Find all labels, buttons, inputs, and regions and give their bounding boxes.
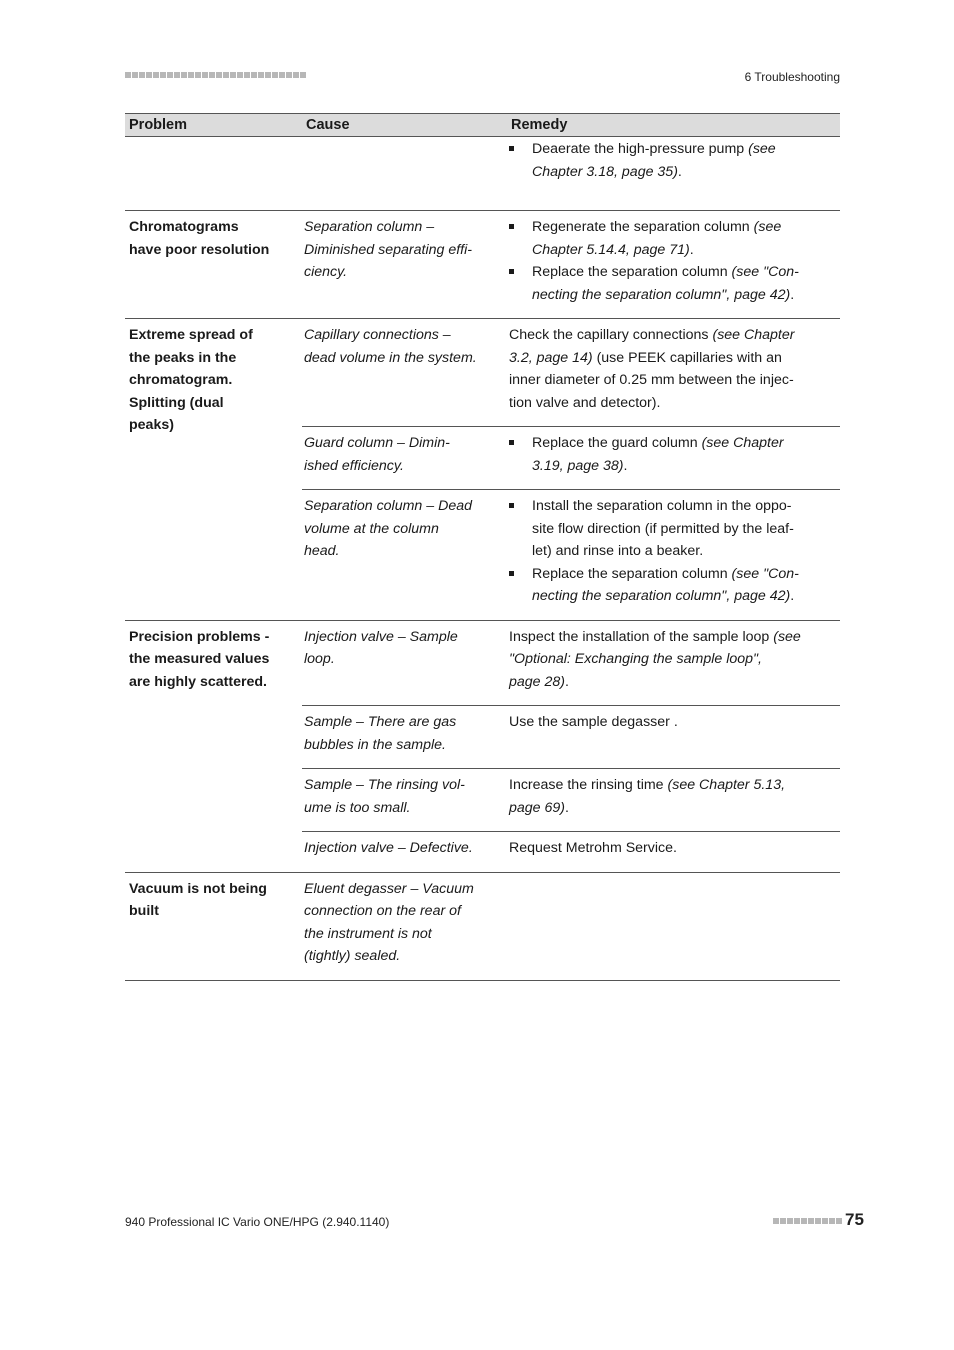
problem-cell: Vacuum is not being built [125,872,302,980]
decorative-dot [146,72,152,78]
decorative-dot [160,72,166,78]
remedy-text [509,837,832,860]
remedy-fragment: Inspect the installation of the sample loop [509,628,774,645]
remedy-fragment: (use PEEK capillaries with an inner diameter of 0.25 mm between the injec- tion valve and detector). [509,349,794,411]
cause-cell: Sample – The rinsing vol- ume is too small. [302,769,507,832]
decorative-dot [808,1218,814,1224]
remedy-fragment: Install the separation column in the oppo- site flow direction (if permitted by the leaf- let) and rinse into a beaker. [532,498,794,559]
cross-reference: (see "Con- necting the separation column", page 42) [532,264,799,303]
remedy-bullet-item [509,495,832,563]
cross-reference: (see Chapter 5.14.4, page 71) [532,219,782,258]
decorative-dot [174,72,180,78]
remedy-fragment: Replace the separation column [532,565,732,582]
decorative-dot [279,72,285,78]
decorative-dot [251,72,257,78]
remedy-fragment: . [790,286,795,303]
decorative-dot [209,72,215,78]
decorative-dot [258,72,264,78]
remedy-fragment: . [677,163,682,180]
decorative-dot [836,1218,842,1224]
cause-cell [302,137,507,211]
decorative-dot [300,72,306,78]
problem-cell: Extreme spread of the peaks in the chromatogram. Splitting (dual peaks) [125,319,302,621]
table-row [125,872,840,980]
cross-reference: (see "Optional: Exchanging the sample loop", page 28) [509,628,801,690]
remedy-bullet-item [509,216,832,261]
decorative-dot [815,1218,821,1224]
remedy-text [509,774,832,819]
remedy-fragment: Increase the rinsing time [509,777,668,793]
remedy-cell [507,872,840,980]
decorative-dot [230,72,236,78]
remedy-fragment: Check the capillary connections [509,327,713,343]
decorative-dot [237,72,243,78]
remedy-text [509,626,832,694]
remedy-bullet-item [509,261,832,306]
table-row [125,319,840,427]
remedy-cell [507,490,840,621]
remedy-cell [507,706,840,769]
table-row [125,620,840,706]
decorative-dot [188,72,194,78]
decorative-dot [801,1218,807,1224]
remedy-fragment: . [790,588,795,604]
decorative-dot [293,72,299,78]
decorative-dot [153,72,159,78]
decorative-dot [787,1218,793,1224]
table-header-row [125,114,840,137]
decorative-dot [181,72,187,78]
cause-cell: Guard column – Dimin- ished efficiency. [302,427,507,490]
decorative-dot [195,72,201,78]
cause-cell: Separation column – Dead volume at the column head. [302,490,507,621]
column-header-problem: Problem [125,114,302,137]
decorative-dot [202,72,208,78]
remedy-bullet-item [509,138,832,183]
table-row [125,211,840,319]
remedy-bullet-item [509,432,832,477]
decorative-dot [244,72,250,78]
column-header-remedy: Remedy [507,114,840,137]
decorative-dot [272,72,278,78]
remedy-cell [507,211,840,319]
decorative-dot [265,72,271,78]
remedy-cell [507,620,840,706]
remedy-fragment: . [623,457,628,474]
remedy-cell [507,319,840,427]
header-dots [125,72,306,78]
cause-cell: Injection valve – Defective. [302,832,507,873]
troubleshooting-table [125,113,840,981]
cause-cell: Eluent degasser – Vacuum connection on the rear of the instrument is not (tightly) sealed. [302,872,507,980]
remedy-fragment: Request Metrohm Service. [509,840,677,856]
remedy-fragment: Replace the guard column [532,435,702,451]
decorative-dot [286,72,292,78]
decorative-dot [167,72,173,78]
remedy-fragment: Regenerate the separation column [532,219,754,235]
decorative-dot [780,1218,786,1224]
column-header-cause: Cause [302,114,507,137]
decorative-dot [139,72,145,78]
decorative-dot [216,72,222,78]
remedy-fragment: Replace the separation column [532,264,732,280]
table-row [125,137,840,211]
decorative-dot [822,1218,828,1224]
cross-reference: (see Chapter 3.18, page 35) [532,141,776,180]
decorative-dot [125,72,131,78]
cause-cell: Capillary connections – dead volume in the system. [302,319,507,427]
decorative-dot [132,72,138,78]
problem-cell [125,137,302,211]
remedy-fragment: . [689,241,694,258]
remedy-fragment: Deaerate the high-pressure pump [532,141,749,157]
footer-product: 940 Professional IC Vario ONE/HPG (2.940.1140) [125,1215,390,1229]
remedy-fragment: Use the sample degasser . [509,714,678,730]
decorative-dot [773,1218,779,1224]
cross-reference: (see Chapter 5.13, page 69) [509,777,786,816]
decorative-dot [794,1218,800,1224]
remedy-cell [507,137,840,211]
cause-cell: Separation column – Diminished separating effi- ciency. [302,211,507,319]
footer-dots [773,1218,842,1224]
decorative-dot [223,72,229,78]
cause-cell: Injection valve – Sample loop. [302,620,507,706]
cross-reference: (see Chapter 3.2, page 14) [509,327,795,366]
cross-reference: (see "Con- necting the separation column", page 42) [532,565,799,604]
decorative-dot [829,1218,835,1224]
remedy-cell [507,769,840,832]
remedy-text [509,711,832,734]
cause-cell: Sample – There are gas bubbles in the sample. [302,706,507,769]
remedy-cell [507,427,840,490]
section-title: 6 Troubleshooting [744,70,840,84]
remedy-fragment: . [565,673,569,690]
remedy-fragment: . [565,799,569,816]
cross-reference: (see Chapter 3.19, page 38) [532,435,784,474]
remedy-bullet-item [509,563,832,608]
remedy-text [509,324,832,414]
problem-cell: Precision problems - the measured values are highly scattered. [125,620,302,872]
remedy-cell [507,832,840,873]
problem-cell: Chromatograms have poor resolution [125,211,302,319]
page-number: 75 [845,1210,864,1229]
